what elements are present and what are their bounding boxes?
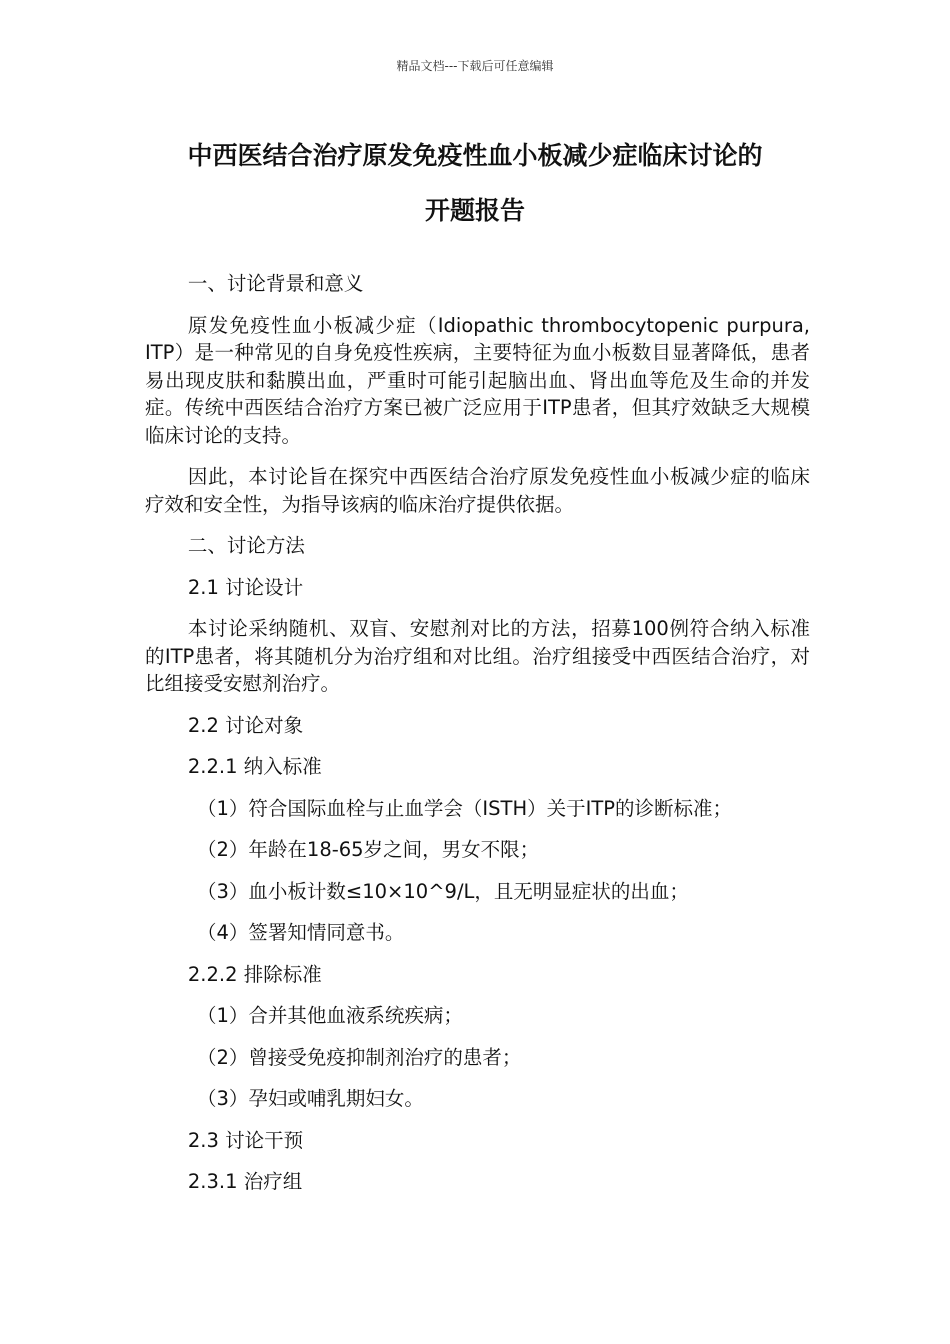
exclusion-item: （2）曾接受免疫抑制剂治疗的患者；	[197, 1045, 522, 1069]
title-line-1: 中西医结合治疗原发免疫性血小板减少症临床讨论的	[187, 141, 763, 170]
section-2-1-paragraph: 本讨论采纳随机、双盲、安慰剂对比的方法，招募100例符合纳入标准的ITP患者，将其随机分为治疗组和对比组。治疗组接受中西医结合治疗，对比组接受安慰剂治疗。	[145, 617, 810, 695]
section-2-2-1-heading: 2.2.1 纳入标准	[187, 755, 322, 778]
section-2-3-heading: 2.3 讨论干预	[187, 1128, 304, 1152]
inclusion-item: （2）年龄在18-65岁之间，男女不限；	[197, 838, 540, 861]
page-header: 精品文档---下载后可任意编辑	[396, 59, 554, 73]
section-1-paragraph-1: 原发免疫性血小板减少症（Idiopathic thrombocytopenic purpura, ITP）是一种常见的自身免疫性疾病，主要特征为血小板数目显著降低，患者易出现皮肤和黏膜出血，严重时可能引起脑出血、肾出血等危及生命的并发症。传统中西医结合治疗方案已被广泛应用于ITP患者，但其疗效缺乏大规模临床讨论的支持。	[145, 313, 810, 447]
section-2-2-heading: 2.2 讨论对象	[187, 713, 304, 737]
inclusion-item: （1）符合国际血栓与止血学会（ISTH）关于ITP的诊断标准；	[197, 796, 733, 820]
inclusion-item: （3）血小板计数≤10×10^9/L，且无明显症状的出血；	[197, 879, 689, 903]
section-2-3-1-heading: 2.3.1 治疗组	[187, 1170, 303, 1193]
title-line-2: 开题报告	[424, 196, 525, 225]
exclusion-item: （1）合并其他血液系统疾病；	[197, 1004, 463, 1027]
document-body	[145, 270, 810, 1210]
section-2-heading: 二、讨论方法	[187, 534, 305, 557]
section-2-1-heading: 2.1 讨论设计	[187, 575, 304, 599]
section-2-2-2-heading: 2.2.2 排除标准	[187, 962, 322, 986]
section-1-paragraph-2: 因此，本讨论旨在探究中西医结合治疗原发免疫性血小板减少症的临床疗效和安全性，为指导该病的临床治疗提供依据。	[145, 465, 810, 516]
exclusion-item: （3）孕妇或哺乳期妇女。	[197, 1087, 424, 1110]
section-1-heading: 一、讨论背景和意义	[187, 272, 364, 295]
inclusion-item: （4）签署知情同意书。	[197, 921, 405, 944]
document-title	[135, 128, 815, 238]
